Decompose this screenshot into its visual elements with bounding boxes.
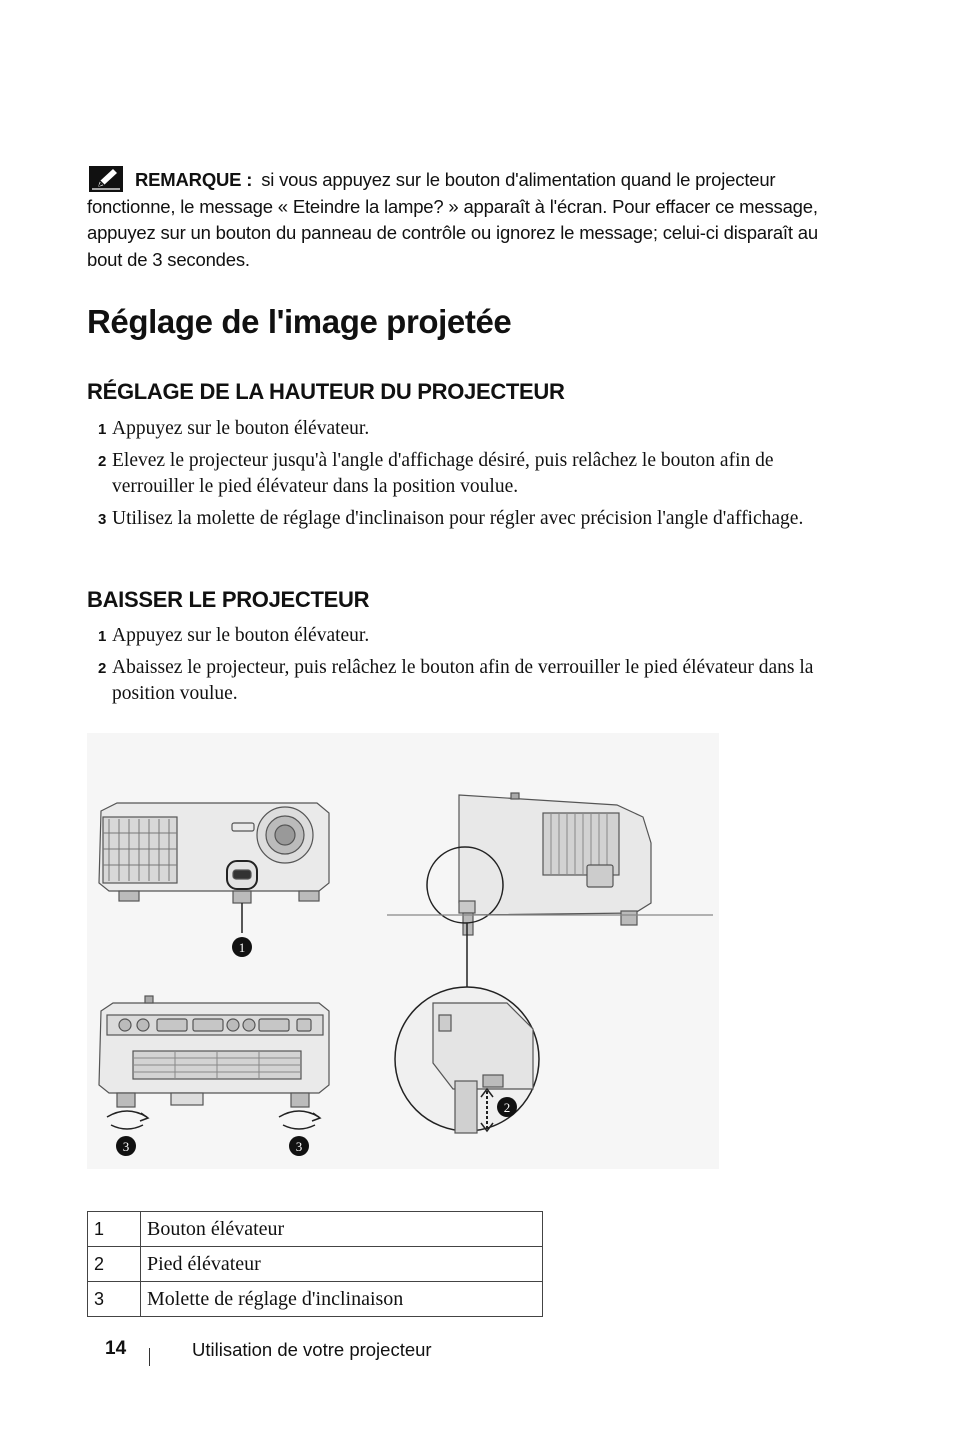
- callout-3-left: [116, 1136, 136, 1156]
- step-item: [98, 623, 828, 650]
- step-number: 1: [98, 628, 107, 645]
- svg-text:3: 3: [122, 1139, 130, 1154]
- callout-1: [232, 937, 252, 957]
- note-text: si vous appuyez sur le bouton d'alimentation quand le projecteur fonctionne, le message « Eteindre la lampe? » apparaît à l'écran. Pour effacer ce message, appuyez sur un bouton du panneau de contrôle ou ignorez le message; celui-ci disparaît au bout de 3 secondes.: [87, 169, 818, 270]
- step-number: 2: [98, 659, 107, 677]
- legend-table: [87, 1211, 543, 1317]
- page-number: 14: [105, 1338, 127, 1359]
- step-text: Utilisez la molette de réglage d'inclinaison pour régler avec précision l'angle d'affichage.: [112, 507, 804, 529]
- step-item: [98, 448, 828, 501]
- table-row: [88, 1212, 543, 1247]
- section-lower-heading: BAISSER LE PROJECTEUR: [87, 587, 370, 612]
- legend-label: Pied élévateur: [141, 1247, 543, 1282]
- section-raise-heading: RÉGLAGE DE LA HAUTEUR DU PROJECTEUR: [87, 379, 565, 404]
- callout-2: [497, 1097, 517, 1117]
- svg-text:2: 2: [503, 1100, 511, 1115]
- svg-text:3: 3: [295, 1139, 303, 1154]
- legend-label: Molette de réglage d'inclinaison: [141, 1282, 543, 1317]
- note-block: [87, 166, 827, 273]
- section-raise-steps: [98, 416, 828, 537]
- step-text: Abaissez le projecteur, puis relâchez le bouton afin de verrouiller le pied élévateur dans la position voulue.: [112, 656, 814, 704]
- legend-label: Bouton élévateur: [141, 1212, 543, 1247]
- step-item: [98, 416, 828, 443]
- step-item: [98, 655, 828, 708]
- legend-number: 1: [88, 1212, 141, 1247]
- step-item: [98, 506, 828, 533]
- callout-3-right: [289, 1136, 309, 1156]
- legend-number: 3: [88, 1282, 141, 1317]
- table-row: [88, 1282, 543, 1317]
- projector-height-figure: [87, 733, 719, 1169]
- page-footer: [0, 1338, 954, 1368]
- projector-illustration: [87, 733, 719, 1169]
- legend-number: 2: [88, 1247, 141, 1282]
- section-lower-steps: [98, 623, 828, 713]
- svg-text:1: 1: [238, 940, 246, 955]
- note-label: REMARQUE :: [135, 169, 253, 190]
- elevator-foot-detail: [395, 987, 539, 1133]
- pencil-note-icon: [89, 166, 123, 192]
- footer-divider: [149, 1348, 150, 1366]
- step-text: Elevez le projecteur jusqu'à l'angle d'affichage désiré, puis relâchez le bouton afin de verrouiller le pied élévateur dans la position voulue.: [112, 449, 774, 497]
- step-number: 1: [98, 421, 107, 438]
- table-row: [88, 1247, 543, 1282]
- step-text: Appuyez sur le bouton élévateur.: [112, 418, 370, 439]
- step-text: Appuyez sur le bouton élévateur.: [112, 625, 370, 646]
- page-title: Réglage de l'image projetée: [87, 303, 512, 340]
- step-number: 2: [98, 452, 107, 470]
- footer-section-title: Utilisation de votre projecteur: [192, 1339, 432, 1360]
- step-number: 3: [98, 510, 107, 528]
